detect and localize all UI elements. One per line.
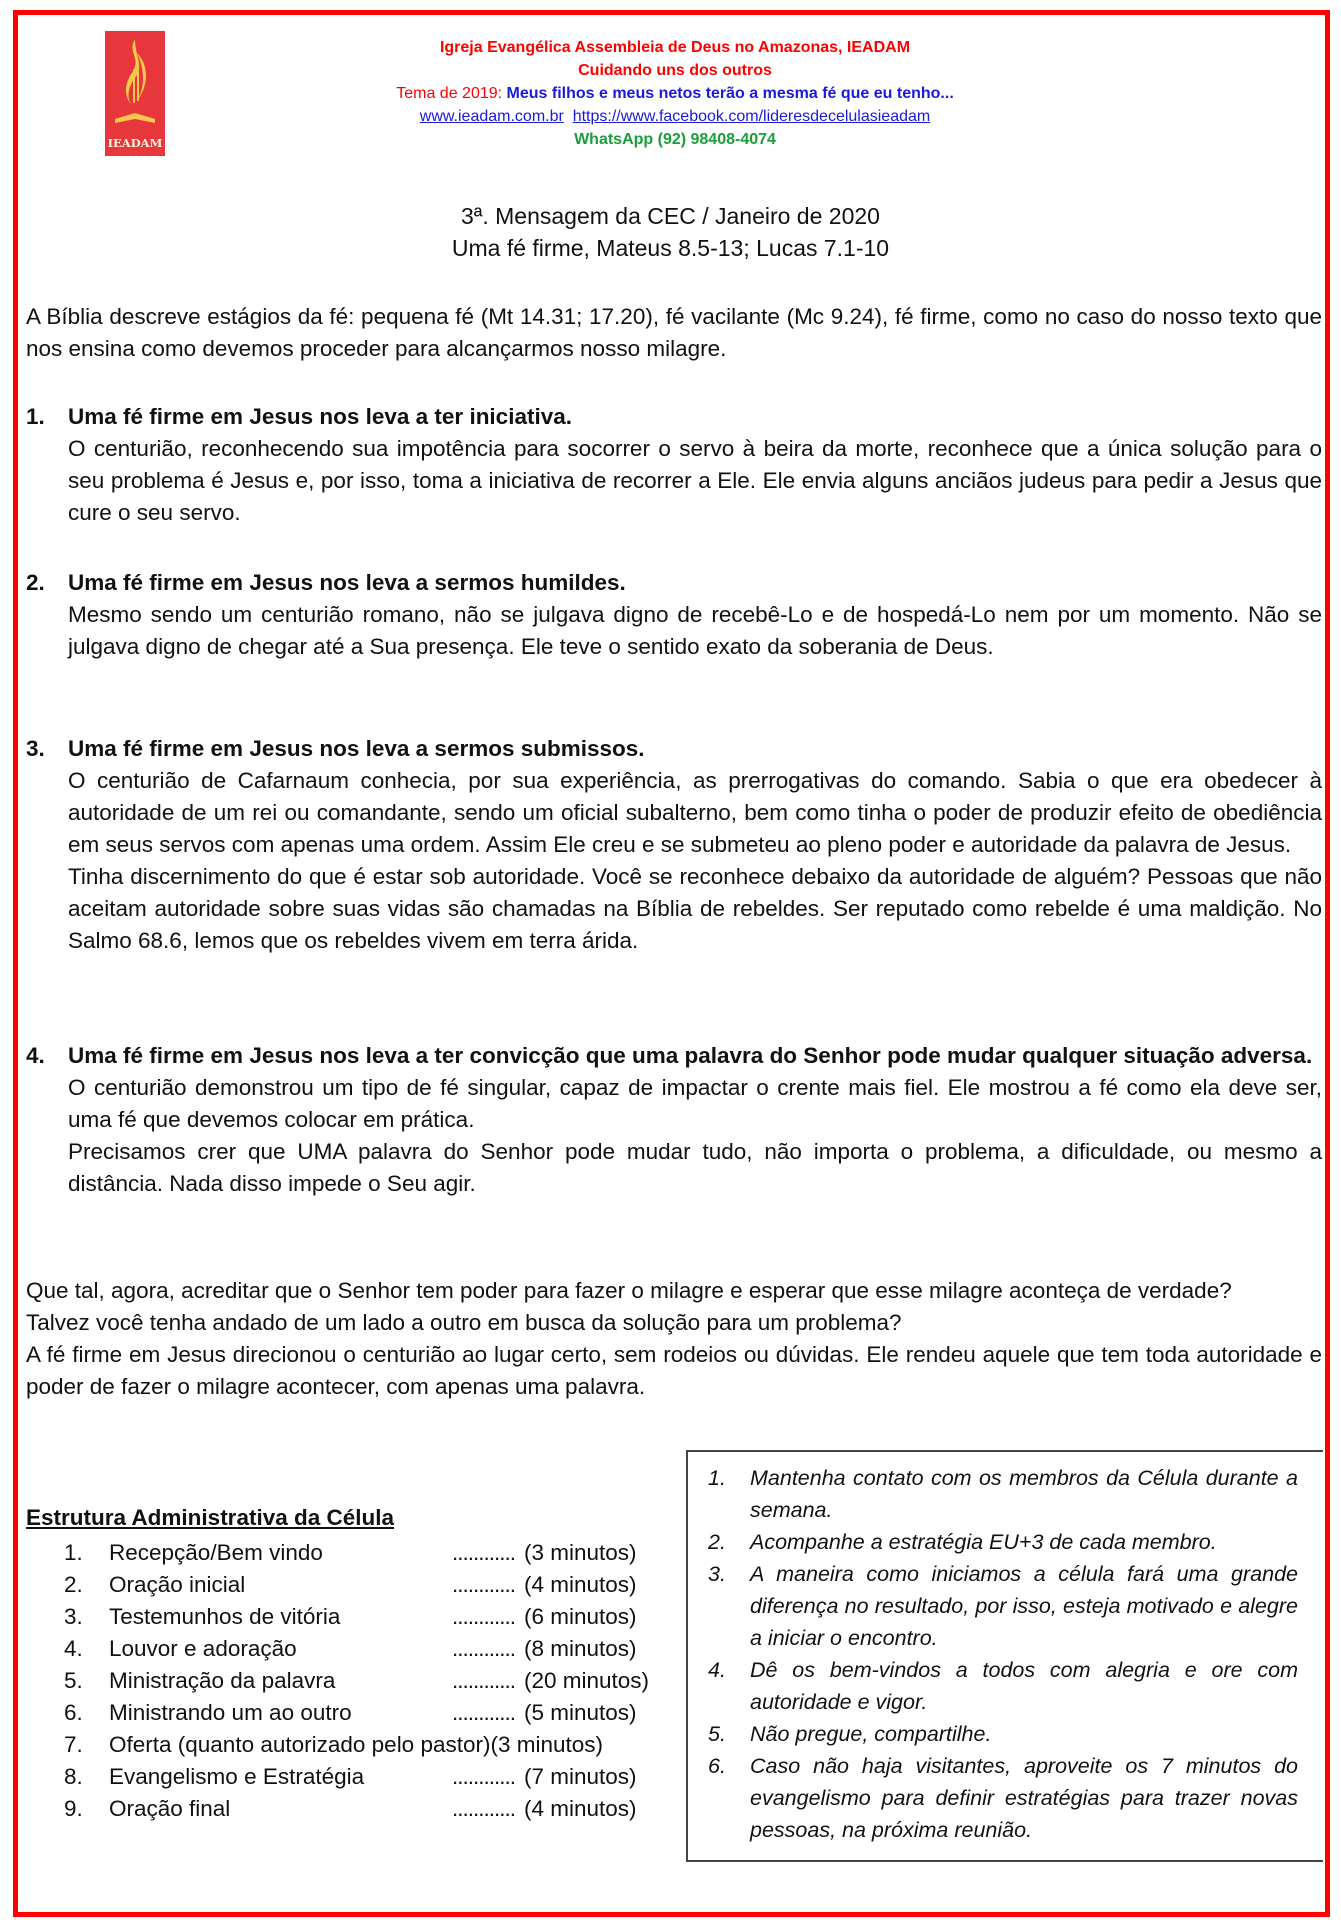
- admin-item-number: 7.: [64, 1732, 83, 1757]
- links-line: [300, 105, 1050, 128]
- admin-item-number: 2.: [64, 1572, 83, 1597]
- conclusion-paragraph: A fé firme em Jesus direcionou o centurião ao lugar certo, sem rodeios ou dúvidas. Ele rendeu aquele que tem toda autoridade e poder de fazer o milagre acontecer, com apenas uma palavra.: [26, 1342, 1322, 1399]
- whatsapp-contact: WhatsApp (92) 98408-4074: [574, 131, 776, 148]
- section-3: [26, 733, 1322, 957]
- admin-item-number: 5.: [64, 1668, 83, 1693]
- tip-text: Acompanhe a estratégia EU+3 de cada membro.: [750, 1530, 1217, 1554]
- section-paragraph: O centurião de Cafarnaum conhecia, por sua experiência, as prerrogativas do comando. Sabia o que era obedecer à autoridade de um rei ou comandante, sendo um oficial subalterno, bem como tinha o poder de produzir efeito de obediência em seus servos com apenas uma ordem. Assim Ele creu e se submeteu ao pleno poder e autoridade da palavra de Jesus.: [68, 768, 1322, 857]
- tip-number: 6.: [708, 1754, 726, 1778]
- section-heading: [26, 401, 1322, 433]
- admin-structure-list: [64, 1537, 684, 1825]
- admin-structure-title: Estrutura Administrativa da Célula: [26, 1505, 395, 1530]
- tip-number: 4.: [708, 1658, 726, 1682]
- section-heading-text: Uma fé firme em Jesus nos leva a ter iniciativa.: [68, 404, 572, 429]
- theme-text: Meus filhos e meus netos terão a mesma fé que eu tenho...: [506, 85, 954, 102]
- section-paragraph: O centurião demonstrou um tipo de fé singular, capaz de impactar o crente mais fiel. Ele mostrou a fé como ela deve ser, uma fé que devemos colocar em prática.: [68, 1075, 1322, 1132]
- ieadam-logo: [105, 31, 165, 156]
- theme-line: [300, 82, 1050, 105]
- section-2: [26, 567, 1322, 663]
- tip-item: [708, 1462, 1298, 1526]
- admin-item-label: Ministrando um ao outro: [109, 1700, 352, 1725]
- admin-item-dots: ............: [452, 1796, 516, 1821]
- tip-text: Caso não haja visitantes, aproveite os 7 minutos do evangelismo para definir estratégias para trazer novas pessoas, na próxima reunião.: [750, 1754, 1298, 1842]
- admin-item-label: Recepção/Bem vindo: [109, 1540, 323, 1565]
- tip-text: Mantenha contato com os membros da Célula durante a semana.: [750, 1466, 1298, 1522]
- admin-item-label: Louvor e adoração: [109, 1636, 297, 1661]
- admin-item-dots: ............: [452, 1700, 516, 1725]
- tip-item: [708, 1526, 1298, 1558]
- admin-item: [64, 1601, 684, 1633]
- church-header: [300, 36, 1050, 151]
- admin-item-time: (20 minutos): [524, 1668, 650, 1693]
- section-body: [26, 599, 1322, 663]
- admin-item-time: (5 minutos): [524, 1700, 637, 1725]
- section-1: [26, 401, 1322, 529]
- tip-number: 5.: [708, 1722, 726, 1746]
- admin-item-dots: ............: [452, 1540, 516, 1565]
- conclusion: [26, 1275, 1322, 1403]
- message-title-line2: Uma fé firme, Mateus 8.5-13; Lucas 7.1-10: [451, 235, 890, 261]
- admin-item-time: (3 minutos): [524, 1540, 637, 1565]
- admin-item-number: 4.: [64, 1636, 83, 1661]
- tip-text: Não pregue, compartilhe.: [750, 1722, 992, 1746]
- conclusion-paragraph: Que tal, agora, acreditar que o Senhor tem poder para fazer o milagre e esperar que esse milagre aconteça de verdade?: [26, 1278, 1232, 1303]
- admin-item-dots: ............: [452, 1764, 516, 1789]
- admin-item-label: Oração final: [109, 1796, 231, 1821]
- section-heading: [26, 733, 1322, 765]
- section-paragraph: Precisamos crer que UMA palavra do Senhor pode mudar tudo, não importa o problema, a dificuldade, ou mesmo a distância. Nada disso impede o Seu agir.: [68, 1139, 1322, 1196]
- admin-item-label: Testemunhos de vitória: [109, 1604, 341, 1629]
- admin-item: [64, 1537, 684, 1569]
- theme-label: Tema de 2019:: [396, 85, 507, 102]
- section-body: [26, 765, 1322, 957]
- section-body: [26, 1072, 1322, 1200]
- admin-item-number: 3.: [64, 1604, 83, 1629]
- tip-text: A maneira como iniciamos a célula fará uma grande diferença no resultado, por isso, esteja motivado e alegre a iniciar o encontro.: [750, 1562, 1298, 1650]
- admin-item: [64, 1697, 684, 1729]
- admin-item-number: 9.: [64, 1796, 83, 1821]
- section-heading-text: Uma fé firme em Jesus nos leva a sermos submissos.: [68, 736, 645, 761]
- admin-item-number: 8.: [64, 1764, 83, 1789]
- section-paragraph: Tinha discernimento do que é estar sob autoridade. Você se reconhece debaixo da autoridade de alguém? Pessoas que não aceitam autoridade sobre suas vidas são chamadas na Bíblia de rebeldes. Ser reputado como rebelde é uma maldição. No Salmo 68.6, lemos que os rebeldes vivem em terra árida.: [68, 864, 1322, 953]
- section-heading: [26, 567, 1322, 599]
- logo-label: IEADAM: [107, 136, 163, 150]
- section-heading-text: Uma fé firme em Jesus nos leva a sermos humildes.: [68, 570, 626, 595]
- section-number: 2.: [26, 570, 45, 595]
- tip-number: 1.: [708, 1466, 726, 1490]
- section-number: 3.: [26, 736, 45, 761]
- admin-item: [64, 1793, 684, 1825]
- admin-item-label: Ministração da palavra: [109, 1668, 336, 1693]
- section-4: [26, 1040, 1322, 1200]
- admin-item-number: 1.: [64, 1540, 83, 1565]
- tip-item: [708, 1718, 1298, 1750]
- admin-item-time: (4 minutos): [524, 1572, 637, 1597]
- section-body: [26, 433, 1322, 529]
- message-title-line1: 3ª. Mensagem da CEC / Janeiro de 2020: [461, 203, 880, 229]
- admin-item-time: (3 minutos): [490, 1732, 604, 1757]
- admin-item-dots: ............: [452, 1572, 516, 1597]
- facebook-link[interactable]: https://www.facebook.com/lideresdecelulasieadam: [572, 108, 931, 125]
- admin-item-time: (6 minutos): [524, 1604, 637, 1629]
- tip-item: [708, 1558, 1298, 1654]
- section-heading: [26, 1040, 1322, 1072]
- section-number: 1.: [26, 404, 45, 429]
- admin-item: [64, 1729, 684, 1761]
- admin-item-time: (8 minutos): [524, 1636, 637, 1661]
- admin-item-time: (7 minutos): [524, 1764, 637, 1789]
- admin-item-label: Evangelismo e Estratégia: [109, 1764, 365, 1789]
- admin-item: [64, 1569, 684, 1601]
- tip-number: 3.: [708, 1562, 726, 1586]
- section-number: 4.: [26, 1043, 45, 1068]
- section-paragraph: Mesmo sendo um centurião romano, não se julgava digno de recebê-Lo e de hospedá-Lo nem por um momento. Não se julgava digno de chegar até a Sua presença. Ele teve o sentido exato da soberania de Deus.: [68, 602, 1322, 659]
- leader-tips-box: [686, 1450, 1323, 1862]
- admin-item-time: (4 minutos): [524, 1796, 637, 1821]
- conclusion-paragraph: Talvez você tenha andado de um lado a outro em busca da solução para um problema?: [26, 1310, 902, 1335]
- tip-item: [708, 1654, 1298, 1718]
- admin-item-dots: ............: [452, 1604, 516, 1629]
- admin-item: [64, 1665, 684, 1697]
- intro-paragraph: A Bíblia descreve estágios da fé: pequena fé (Mt 14.31; 17.20), fé vacilante (Mc 9.24), fé firme, como no caso do nosso texto que nos ensina como devemos proceder para alcançarmos nosso milagre.: [26, 304, 1322, 361]
- church-motto: Cuidando uns dos outros: [578, 62, 772, 79]
- admin-item-dots: ............: [452, 1636, 516, 1661]
- website-link[interactable]: www.ieadam.com.br: [419, 108, 564, 125]
- tip-number: 2.: [708, 1530, 726, 1554]
- tip-item: [708, 1750, 1298, 1846]
- message-title: [0, 200, 1341, 264]
- admin-item-label: Oferta (quanto autorizado pelo pastor): [109, 1732, 491, 1757]
- admin-item-dots: ............: [452, 1668, 516, 1693]
- flame-bible-icon: [105, 31, 165, 131]
- section-paragraph: O centurião, reconhecendo sua impotência para socorrer o servo à beira da morte, reconhece que a única solução para o seu problema é Jesus e, por isso, toma a iniciativa de recorrer a Ele. Ele envia alguns anciãos judeus para pedir a Jesus que cure o seu servo.: [68, 436, 1322, 525]
- admin-item-number: 6.: [64, 1700, 83, 1725]
- section-heading-text: Uma fé firme em Jesus nos leva a ter convicção que uma palavra do Senhor pode mudar qualquer situação adversa.: [68, 1043, 1313, 1068]
- tip-text: Dê os bem-vindos a todos com alegria e ore com autoridade e vigor.: [750, 1658, 1298, 1714]
- admin-item: [64, 1633, 684, 1665]
- admin-item: [64, 1761, 684, 1793]
- leader-tips-list: [708, 1462, 1298, 1846]
- church-name: Igreja Evangélica Assembleia de Deus no Amazonas, IEADAM: [439, 39, 911, 56]
- admin-item-label: Oração inicial: [109, 1572, 246, 1597]
